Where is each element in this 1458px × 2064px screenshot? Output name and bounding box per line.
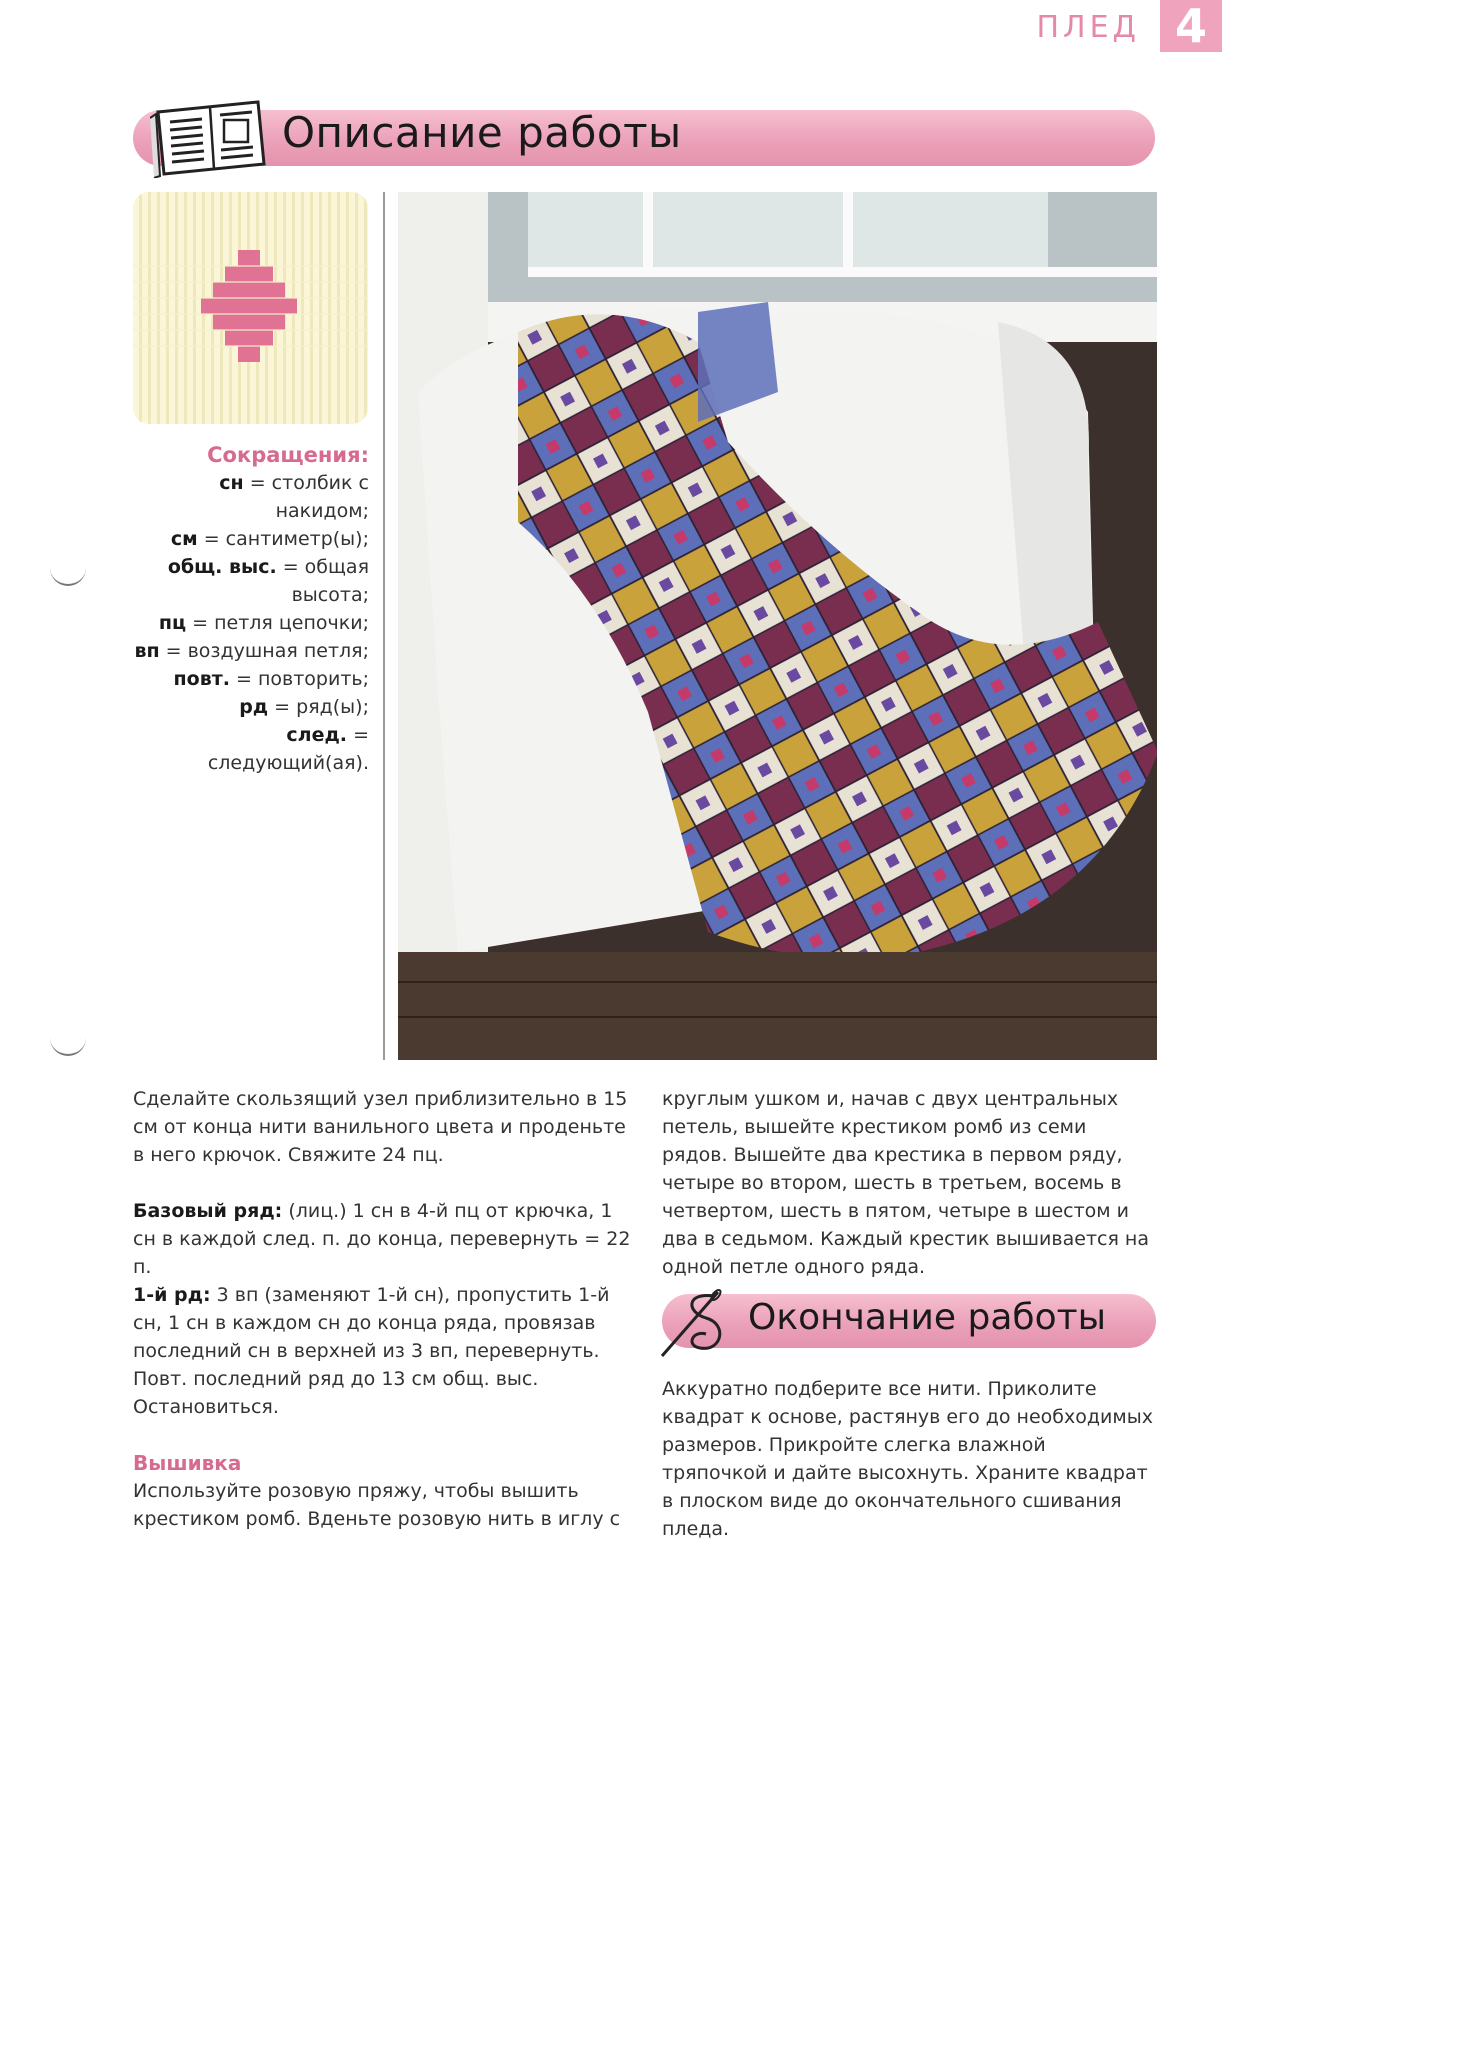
section-title: Описание работы [282, 108, 682, 157]
abbreviations-list [133, 441, 369, 777]
vertical-divider [383, 192, 385, 1060]
abbr-item: сн = столбик с накидом; [219, 472, 369, 522]
intro-paragraph: Сделайте скользящий узел приблизительно в 15 см от конца нити ванильного цвета и проденьте в него крючок. Свяжите 24 пц. [133, 1088, 628, 1166]
binder-hole [50, 566, 86, 586]
abbr-item: рд = ряд(ы); [239, 696, 369, 718]
finishing-paragraph-block [662, 1375, 1156, 1543]
abbr-item: пц = петля цепочки; [158, 612, 369, 634]
finishing-paragraph: Аккуратно подберите все нити. Приколите квадрат к основе, растянув его до необходимых размеров. Прикройте слегка влажной тряпочкой и дайте высохнуть. Храните квадрат в плоском виде до окончательного сшивания пледа. [662, 1378, 1153, 1540]
section-header-word: ПЛЕД [1036, 10, 1140, 45]
instructions-right-column [662, 1085, 1156, 1281]
abbr-item: вп = воздушная петля; [134, 640, 369, 662]
row1-paragraph: 1-й рд: 3 вп (заменяют 1-й сн), пропустить 1-й сн, 1 сн в каждом сн до конца ряда, провязав последний сн в верхней из 3 вп, перевернуть. Повт. последний ряд до 13 см общ. выс. Остановиться. [133, 1284, 610, 1418]
embroidery-heading: Вышивка [133, 1451, 242, 1475]
instructions-left-column [133, 1085, 633, 1533]
binder-hole [50, 1036, 86, 1056]
abbr-item: общ. выс. = общая высота; [167, 556, 369, 606]
book-icon [150, 98, 268, 178]
abbr-item: повт. = повторить; [173, 668, 369, 690]
needle-thread-icon [656, 1282, 736, 1362]
crochet-swatch-image [133, 192, 368, 424]
abbr-item: см = сантиметр(ы); [170, 528, 369, 550]
finishing-title: Окончание работы [748, 1297, 1107, 1338]
abbreviations-heading: Сокращения: [207, 443, 369, 467]
embroidery-paragraph: Используйте розовую пряжу, чтобы вышить крестиком ромб. Вденьте розовую нить в иглу с [133, 1480, 621, 1530]
page-number-badge: 4 [1160, 0, 1222, 52]
embroidery-continuation: круглым ушком и, начав с двух центральных петель, вышейте крестиком ромб из семи рядов. Вышейте два крестика в первом ряду, четыре во втором, шесть в третьем, восемь в четвертом, шесть в пятом, четыре в шестом и два в седьмом. Каждый крестик вышивается на одной петле одного ряда. [662, 1088, 1149, 1278]
abbr-item: след. = следующий(ая). [207, 724, 369, 774]
blanket-armchair-photo [398, 192, 1157, 1060]
base-row-paragraph: Базовый ряд: (лиц.) 1 сн в 4-й пц от крючка, 1 сн в каждой след. п. до конца, перевернуть = 22 п. [133, 1200, 631, 1278]
